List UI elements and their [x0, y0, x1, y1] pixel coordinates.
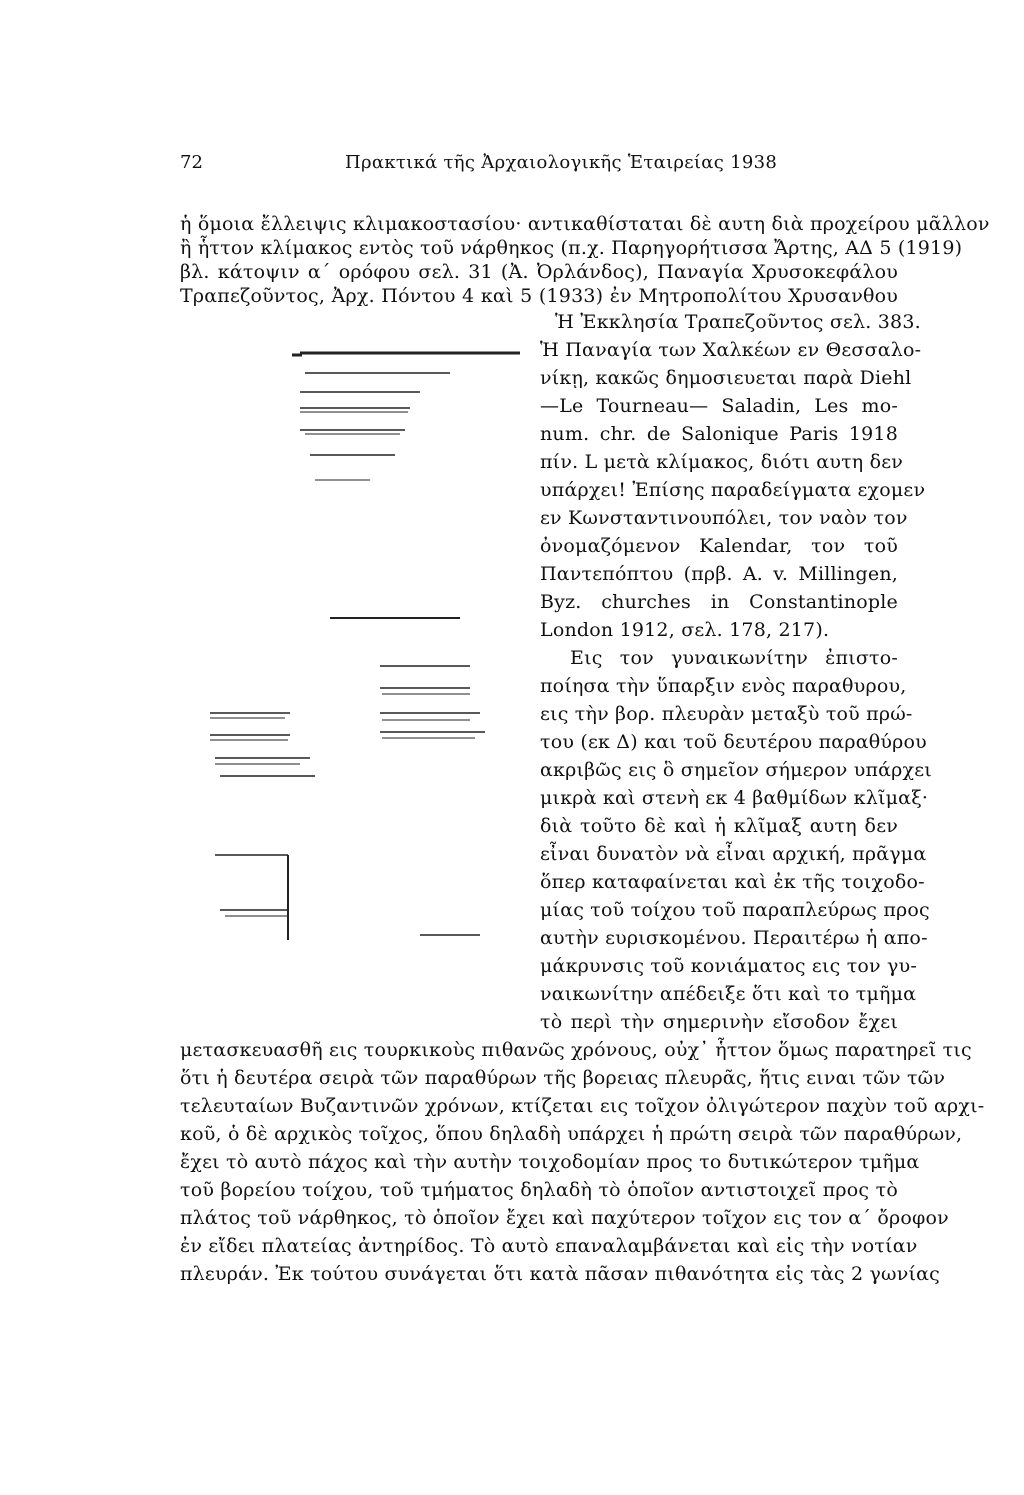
- body-line: Παντεπόπτου (πρβ. A. v. Millingen,: [540, 563, 898, 585]
- body-line: πλάτος τοῦ νάρθηκος, τὸ ὁποῖον ἔχει καὶ παχύτερον τοῖχον εις τον α΄ ὄροφον: [180, 1207, 949, 1229]
- body-line: London 1912, σελ. 178, 217).: [540, 619, 830, 641]
- body-line: εις τὴν βορ. πλευρὰν μεταξὺ τοῦ πρώ-: [540, 703, 913, 725]
- body-line: αυτὴν ευρισκομένου. Περαιτέρω ἡ απο-: [540, 927, 928, 949]
- body-line: μίας τοῦ τοίχου τοῦ παραπλεύρως προς: [540, 899, 930, 921]
- page-number: 72: [180, 152, 203, 173]
- body-line: —Le Tourneau— Saladin, Les mo-: [540, 395, 898, 417]
- floor-plan-drawing: [170, 330, 530, 960]
- floor-plan-figure: [170, 330, 530, 960]
- body-line: εἶναι δυνατὸν νὰ εἶναι αρχική, πρᾶγμα: [540, 843, 927, 865]
- body-line: ποίησα τὴν ὕπαρξιν ενὸς παραθυρου,: [540, 675, 907, 697]
- body-line: νίκῃ, κακῶς δημοσιευεται παρὰ Diehl: [540, 367, 912, 389]
- body-line: του (εκ Δ) και τοῦ δευτέρου παραθύρου: [540, 731, 927, 753]
- body-line: ὅπερ καταφαίνεται καὶ ἐκ τῆς τοιχοδο-: [540, 871, 925, 893]
- body-line: Εις τον γυναικωνίτην ἐπιστο-: [570, 647, 898, 669]
- body-line: κοῦ, ὁ δὲ αρχικὸς τοῖχος, ὅπου δηλαδὴ υπάρχει ἡ πρώτη σειρὰ τῶν παραθύρων,: [180, 1123, 963, 1145]
- body-line: Byz. churches in Constantinople: [540, 591, 898, 613]
- page-header: [180, 152, 900, 182]
- body-line: ἐν εἴδει πλατείας ἀντηρίδος. Τὸ αυτὸ επαναλαμβάνεται καὶ εἰς τὴν νοτίαν: [180, 1235, 918, 1257]
- body-line: διὰ τοῦτο δὲ καὶ ἡ κλῖμαξ αυτη δεν: [540, 815, 898, 837]
- body-line: Τραπεζοῦντος, Ἀρχ. Πόντου 4 καὶ 5 (1933) ἐν Μητροπολίτου Χρυσανθου: [180, 285, 898, 307]
- body-line: ακριβῶς εις ὃ σημεῖον σήμερον υπάρχει: [540, 759, 932, 781]
- body-line: ὀνομαζόμενον Kalendar, τον τοῦ: [540, 535, 898, 557]
- body-line: τοῦ βορείου τοίχου, τοῦ τμήματος δηλαδὴ τὸ ὁποῖον αντιστοιχεῖ προς τὸ: [180, 1179, 898, 1201]
- body-line: Ἡ Παναγία των Χαλκέων εν Θεσσαλο-: [540, 339, 922, 361]
- body-line: τὸ περὶ τὴν σημερινὴν εἴσοδον ἔχει: [540, 1011, 898, 1033]
- body-line: num. chr. de Salonique Paris 1918: [540, 423, 898, 445]
- body-line: μετασκευασθῆ εις τουρκικοὺς πιθανῶς χρόνους, οὐχ᾽ ἧττον ὅμως παρατηρεῖ τις: [180, 1039, 972, 1061]
- body-line: μικρὰ καὶ στενὴ εκ 4 βαθμίδων κλῖμαξ·: [540, 787, 929, 809]
- body-line: ἔχει τὸ αυτὸ πάχος καὶ τὴν αυτὴν τοιχοδομίαν προς το δυτικώτερον τμῆμα: [180, 1151, 920, 1173]
- body-line: ὅτι ἡ δευτέρα σειρὰ τῶν παραθύρων τῆς βορειας πλευρᾶς, ἥτις ειναι τῶν τῶν: [180, 1067, 946, 1089]
- body-line: ναικωνίτην απέδειξε ὅτι καὶ το τμῆμα: [540, 983, 917, 1005]
- body-line: βλ. κάτοψιν α΄ ορόφου σελ. 31 (Ἀ. Ὀρλάνδος), Παναγία Χρυσοκεφάλου: [180, 261, 898, 283]
- body-line: υπάρχει! Ἐπίσης παραδείγματα εχομεν: [540, 479, 926, 501]
- body-line: τελευταίων Βυζαντινῶν χρόνων, κτίζεται εις τοῖχον ὀλιγώτερον παχὺν τοῦ αρχι-: [180, 1095, 985, 1117]
- body-line: πλευράν. Ἐκ τούτου συνάγεται ὅτι κατὰ πᾶσαν πιθανότητα εἰς τὰς 2 γωνίας: [180, 1263, 940, 1285]
- body-line: μάκρυνσις τοῦ κονιάματος εις τον γυ-: [540, 955, 917, 977]
- body-line: ἢ ἧττον κλίμακος εντὸς τοῦ νάρθηκος (π.χ. Παρηγορήτισσα Ἄρτης, ΑΔ 5 (1919): [180, 237, 963, 259]
- body-line: Ἡ Ἐκκλησία Τραπεζοῦντος σελ. 383.: [555, 311, 921, 333]
- body-line: εν Κωνσταντινουπόλει, τον ναὸν τον: [540, 507, 908, 529]
- body-line: ἡ ὅμοια ἔλλειψις κλιμακοστασίου· αντικαθίσταται δὲ αυτη διὰ προχείρου μᾶλλον: [180, 213, 990, 235]
- running-title: Πρακτικά τῆς Ἀρχαιολογικῆς Ἑταιρείας 1938: [345, 152, 778, 173]
- body-line: πίν. L μετὰ κλίμακος, διότι αυτη δεν: [540, 451, 904, 473]
